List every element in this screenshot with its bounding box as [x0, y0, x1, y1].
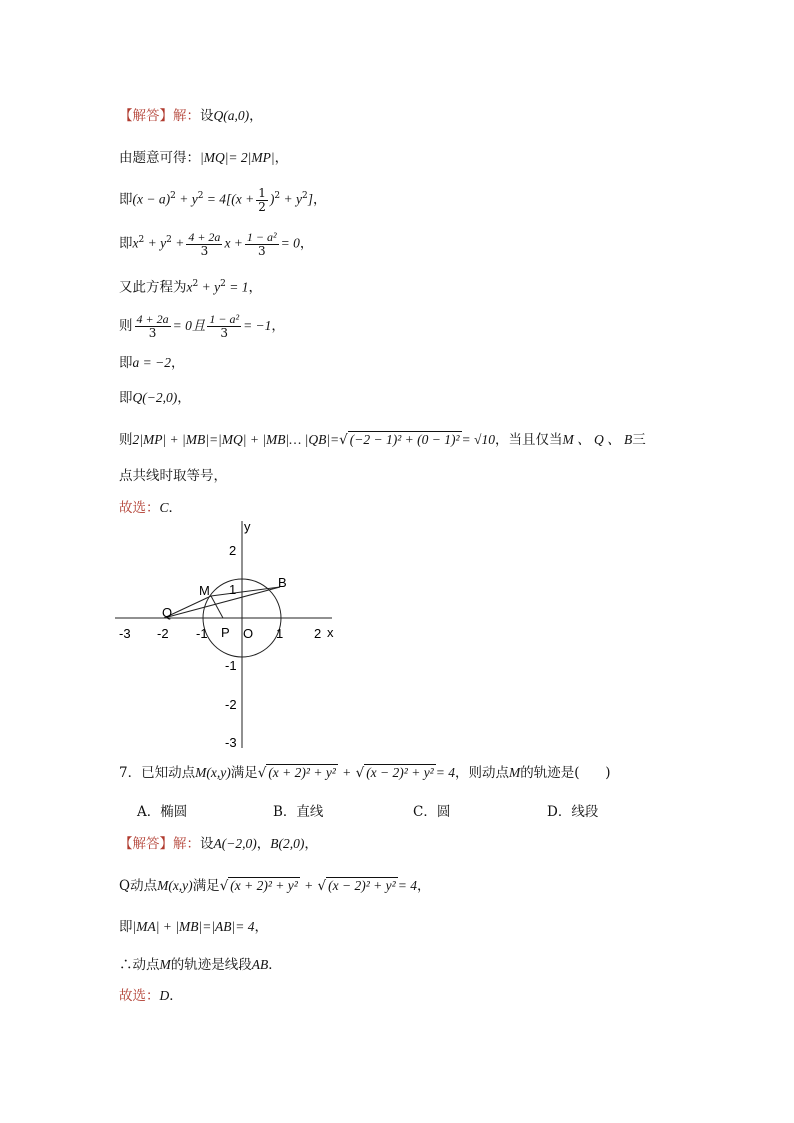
- segment-MP: [211, 596, 223, 618]
- math: M 、 Q 、 B: [562, 432, 633, 447]
- solution-line-2: [119, 148, 288, 168]
- text: ．: [268, 957, 282, 973]
- math: = 1: [225, 279, 249, 295]
- sqrt: (x − 2)² + y²: [328, 878, 396, 893]
- text: ，: [304, 836, 318, 852]
- y-tick: -1: [225, 658, 237, 673]
- fraction: $\frac{4 + 2a}{3}$: [136, 312, 169, 340]
- sqrt: (x − 2)² + y²: [366, 765, 434, 780]
- option-d: D．线段: [547, 804, 599, 820]
- x-tick: 1: [276, 626, 284, 641]
- math: + y: [144, 235, 167, 251]
- x-axis-label: x: [327, 625, 334, 640]
- question-7: 7．已知动点M(x,y)满足√ (x + 2)² + y² + √ (x − 2)² + y² = 4，则动点M的轨迹是( ): [119, 765, 611, 781]
- answer-tag: 【解答】: [119, 836, 173, 852]
- origin-label: O: [243, 626, 254, 641]
- x-tick: -3: [119, 626, 131, 641]
- solution7-header-line: [119, 834, 318, 854]
- text: 三: [632, 432, 646, 448]
- text: ，: [254, 919, 268, 935]
- math: + y: [280, 191, 302, 207]
- math: x +: [224, 235, 243, 251]
- point-M-label: M: [199, 583, 210, 598]
- text: ，: [271, 318, 285, 334]
- text: 即: [119, 390, 133, 406]
- option-a: A．椭圆: [137, 804, 188, 820]
- solution7-line-5: [119, 986, 183, 1006]
- sqrt: (x + 2)² + y²: [230, 878, 298, 893]
- math: = 4[(x +: [203, 191, 255, 207]
- point-P-label: P: [221, 625, 230, 640]
- text: ，: [249, 108, 263, 124]
- math: M: [508, 765, 521, 780]
- sqrt: (x + 2)² + y²: [268, 765, 336, 780]
- solution-header-line: [119, 106, 263, 126]
- text: 即: [119, 919, 133, 935]
- fraction: $\frac{1}{2}$: [258, 185, 266, 214]
- math: ]: [307, 191, 313, 207]
- x-tick: -1: [196, 626, 208, 641]
- solution7-line-3: [119, 917, 268, 937]
- text: 的轨迹是(: [520, 765, 580, 781]
- text: 设: [200, 108, 214, 124]
- y-tick: 1: [229, 582, 237, 597]
- math: = 0且: [172, 318, 206, 333]
- math: Q(−2,0): [132, 390, 178, 405]
- fraction: $\frac{\text{1 − a²}}{3}$: [209, 312, 240, 340]
- text: ，则动点: [454, 765, 509, 781]
- text: 则: [119, 318, 133, 334]
- answer: C: [159, 500, 169, 515]
- y-tick: -2: [225, 697, 237, 712]
- math: = 4: [435, 765, 455, 780]
- text: ，: [170, 355, 185, 371]
- math: |MA| + |MB|=|AB|= 4: [132, 919, 255, 934]
- math: +: [342, 765, 352, 780]
- solution-label: 解：: [173, 836, 200, 852]
- option-b: B．直线: [273, 804, 324, 820]
- solution-line-5: 又此方程为$x^2 + y^2 = 1$，: [119, 279, 262, 296]
- solution-line-10: 点共线时取等号，: [119, 468, 227, 484]
- solution-line-9: 则2|MP| + |MB|=|MQ| + |MB|… |QB|=√ (−2 − 1)² + (0 − 1)² = √10，当且仅当M 、 Q 、 B三: [119, 432, 646, 448]
- text: ．: [169, 988, 183, 1004]
- math: M: [159, 957, 171, 972]
- math: Q(a,0): [213, 108, 250, 123]
- solution7-line-2: Q动点M(x,y)满足√ (x + 2)² + y² + √ (x − 2)² + y² = 4，: [119, 878, 431, 894]
- math: = √10: [461, 432, 495, 447]
- math: B(2,0): [270, 836, 305, 851]
- text: 设: [200, 836, 214, 852]
- solution-label: 解：: [173, 108, 200, 124]
- math: = 0: [280, 235, 300, 251]
- text: 故选：: [119, 988, 160, 1004]
- text: 已知动点: [141, 765, 196, 781]
- solution-line-3: 即$(x - a)^2 + y^2 = 4[(x$ + $\frac{1}{2}$ )$^2 + y^2$]，: [119, 185, 327, 214]
- text: ): [605, 765, 611, 781]
- text: ，: [313, 191, 327, 208]
- math: x: [132, 235, 139, 251]
- text: 满足: [192, 878, 220, 894]
- y-tick: -3: [225, 735, 237, 750]
- segment-QB: [164, 587, 280, 618]
- solution-line-7: [119, 353, 184, 373]
- answer: D: [159, 988, 170, 1003]
- segment-MB: [211, 587, 280, 596]
- text: 故选：: [119, 500, 160, 516]
- fraction: $\frac{\text{1 − a²}}{3}$: [246, 229, 277, 258]
- text: 的轨迹是线段: [170, 957, 252, 973]
- question-number: 7．: [119, 765, 142, 781]
- text: ∴动点: [119, 957, 160, 973]
- text: ，当且仅当: [494, 432, 563, 448]
- text: ，: [416, 878, 431, 894]
- y-tick: 2: [229, 543, 237, 558]
- math: (x − a): [132, 191, 171, 207]
- text: 即: [119, 355, 133, 371]
- math: M(x,y): [195, 765, 231, 780]
- text: ，: [256, 836, 271, 852]
- text: 则: [119, 432, 133, 448]
- x-tick: 2: [314, 626, 322, 641]
- point-B-label: B: [278, 575, 287, 590]
- solution-line-6: [119, 313, 285, 340]
- x-tick: -2: [157, 626, 169, 641]
- math: = 4: [397, 878, 417, 893]
- text: ，: [177, 390, 191, 406]
- sqrt: (−2 − 1)² + (0 − 1)²: [349, 432, 460, 447]
- text: 满足: [230, 765, 258, 781]
- point-Q-label: Q: [162, 605, 173, 620]
- math: + y: [198, 279, 221, 295]
- text: 即: [119, 191, 133, 208]
- math: ): [269, 191, 275, 207]
- math: x: [186, 279, 193, 295]
- math: |MQ|= 2|MP|: [200, 150, 275, 165]
- solution7-line-4: [119, 955, 282, 975]
- text: ，: [248, 279, 262, 296]
- math: = −1: [243, 318, 272, 333]
- math: a = −2: [132, 355, 171, 370]
- text: 即: [119, 235, 133, 252]
- text: ．: [168, 500, 183, 516]
- text: 又此方程为: [119, 279, 187, 296]
- solution-line-4: 即$x^2 + y^2$ + $\frac{4 + 2a}{3}$ x + $\frac{\text{1 − a²}}{3}$ = 0，: [119, 229, 314, 258]
- math: + y: [175, 191, 198, 207]
- math: A(−2,0): [213, 836, 257, 851]
- y-axis-label: y: [244, 519, 251, 534]
- math: AB: [251, 957, 269, 972]
- coordinate-graph: [110, 515, 350, 755]
- math: +: [171, 235, 185, 251]
- text: ，: [274, 150, 289, 166]
- option-c: C．圆: [413, 804, 451, 820]
- math: +: [304, 878, 314, 893]
- math: M(x,y): [157, 878, 193, 893]
- text: Q动点: [119, 878, 158, 894]
- fraction: $\frac{4 + 2a}{3}$: [188, 229, 221, 258]
- math: 2|MP| + |MB|=|MQ| + |MB|… |QB|=: [132, 432, 340, 447]
- text: 由题意可得：: [119, 150, 200, 166]
- answer-tag: 【解答】: [119, 108, 173, 124]
- solution-line-8: [119, 388, 191, 408]
- text: ，: [299, 235, 314, 252]
